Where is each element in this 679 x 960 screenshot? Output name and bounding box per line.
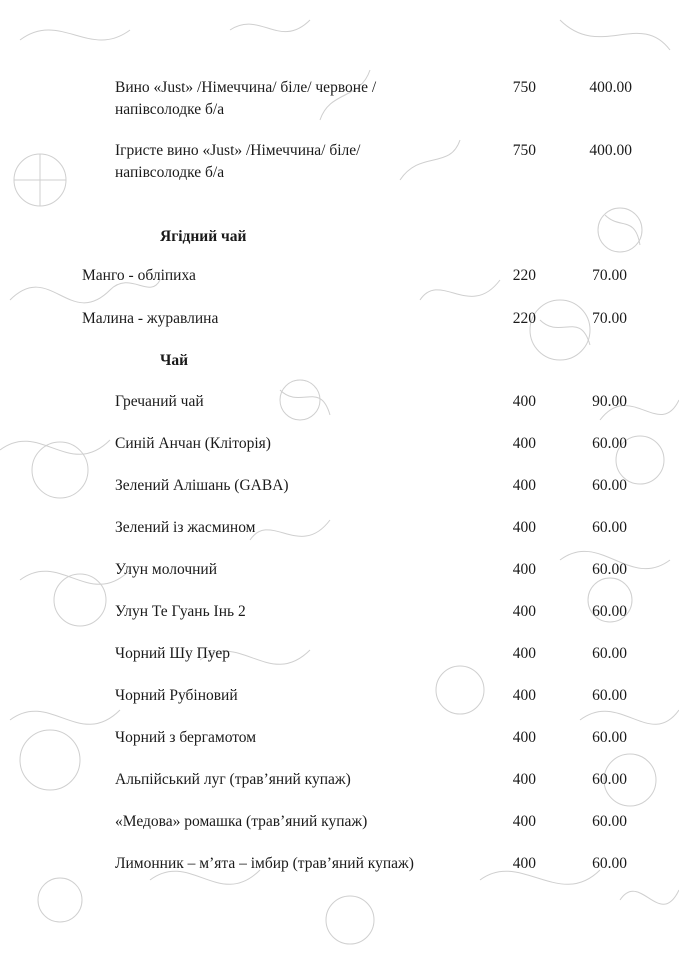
- menu-item-price: 60.00: [592, 855, 627, 872]
- menu-item-price: 60.00: [592, 729, 627, 746]
- menu-item-volume: 400: [512, 603, 536, 620]
- menu-item-volume: 400: [512, 687, 536, 704]
- menu-item-price: 70.00: [592, 267, 627, 284]
- menu-item-name: Синій Анчан (Кліторія): [115, 435, 271, 452]
- wine-volume: 750: [512, 79, 536, 96]
- menu-item-name: Альпійський луг (трав’яний купаж): [115, 771, 351, 788]
- menu-item-volume: 400: [512, 645, 536, 662]
- menu-item-volume: 400: [512, 771, 536, 788]
- menu-item-name: Гречаний чай: [115, 393, 204, 410]
- menu-item-name: Зелений Алішань (GABA): [115, 477, 289, 494]
- menu-item-volume: 400: [512, 729, 536, 746]
- menu-item-volume: 400: [512, 393, 536, 410]
- menu-item-volume: 400: [512, 435, 536, 452]
- menu-item-name: «Медова» ромашка (трав’яний купаж): [115, 813, 368, 830]
- wine-name-continued: напівсолодке б/а: [115, 164, 225, 181]
- menu-item-price: 60.00: [592, 603, 627, 620]
- menu-item-volume: 400: [512, 477, 536, 494]
- menu-item-name: Лимонник – м’ята – імбир (трав’яний купаж): [115, 855, 414, 872]
- wine-name: Ігристе вино «Just» /Німеччина/ біле/: [115, 142, 361, 159]
- section-heading-berry-tea: Ягідний чай: [160, 228, 247, 245]
- menu-item-volume: 220: [512, 310, 536, 327]
- menu-item-name: Улун Те Гуань Інь 2: [115, 603, 246, 620]
- menu-item-price: 60.00: [592, 477, 627, 494]
- menu-item-price: 70.00: [592, 310, 627, 327]
- menu-item-price: 60.00: [592, 771, 627, 788]
- menu-item-price: 90.00: [592, 393, 627, 410]
- menu-item-price: 60.00: [592, 645, 627, 662]
- menu-item-name: Чорний Шу Пуер: [115, 645, 230, 662]
- menu-item-name: Чорний Рубіновий: [115, 687, 238, 704]
- menu-item-name: Зелений із жасмином: [115, 519, 256, 536]
- wine-volume: 750: [512, 142, 536, 159]
- menu-item-price: 60.00: [592, 435, 627, 452]
- wine-name: Вино «Just» /Німеччина/ біле/ червоне /: [115, 79, 377, 96]
- menu-item-price: 60.00: [592, 561, 627, 578]
- menu-item-volume: 400: [512, 519, 536, 536]
- menu-item-volume: 400: [512, 813, 536, 830]
- menu-item-name: Улун молочний: [115, 561, 217, 578]
- menu-item-price: 60.00: [592, 687, 627, 704]
- wine-name-continued: напівсолодке б/а: [115, 101, 225, 118]
- menu-item-name: Манго - обліпиха: [82, 267, 196, 284]
- menu-item-name: Чорний з бергамотом: [115, 729, 257, 746]
- section-heading-tea: Чай: [160, 352, 189, 369]
- menu-item-price: 60.00: [592, 519, 627, 536]
- wine-price: 400.00: [589, 79, 632, 96]
- menu-item-volume: 220: [512, 267, 536, 284]
- menu-item-volume: 400: [512, 855, 536, 872]
- menu-item-price: 60.00: [592, 813, 627, 830]
- menu-item-name: Малина - журавлина: [82, 310, 219, 327]
- wine-price: 400.00: [589, 142, 632, 159]
- menu-item-volume: 400: [512, 561, 536, 578]
